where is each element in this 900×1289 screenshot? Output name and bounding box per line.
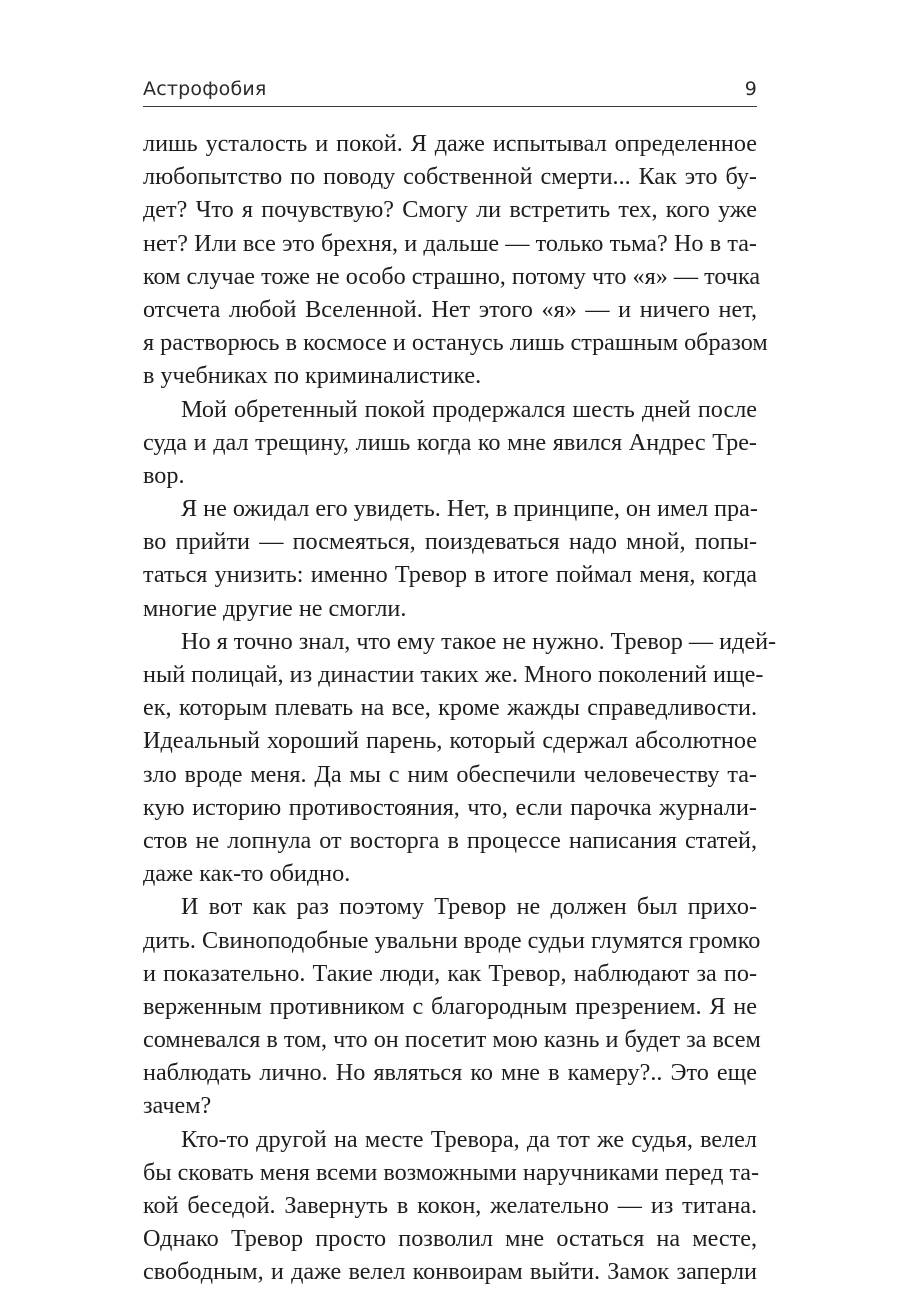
- text-line: ный полицай, из династии таких же. Много поколений ище-: [143, 661, 764, 688]
- text-line: Однако Тревор просто позволил мне остаться на месте,: [143, 1225, 757, 1253]
- text-line: нет? Или все это брехня, и дальше — только тьма? Но в та-: [143, 229, 757, 257]
- text-line: Идеальный хороший парень, который сдержал абсолютное: [143, 727, 757, 755]
- text-line: верженным противником с благородным презрением. Я не: [143, 992, 757, 1020]
- text-line: лишь усталость и покой. Я даже испытывал определенное: [143, 130, 757, 157]
- text-line: зло вроде меня. Да мы с ним обеспечили человечеству та-: [143, 760, 757, 788]
- text-line: даже как-то обидно.: [143, 860, 351, 888]
- text-line: суда и дал трещину, лишь когда ко мне явился Андрес Тре-: [143, 428, 757, 456]
- text-line: отсчета любой Вселенной. Нет этого «я» — и ничего нет,: [143, 295, 757, 323]
- text-line: таться унизить: именно Тревор в итоге поймал меня, когда: [143, 561, 757, 589]
- text-line: стов не лопнула от восторга в процессе написания статей,: [143, 826, 757, 854]
- text-line: и показательно. Такие люди, как Тревор, наблюдают за по-: [143, 959, 757, 987]
- body-text: [143, 127, 777, 1289]
- text-line: вор.: [143, 461, 185, 489]
- text-line: бы сковать меня всеми возможными наручниками перед та-: [143, 1158, 760, 1186]
- page-number: 9: [744, 78, 757, 100]
- text-line: свободным, и даже велел конвоирам выйти. Замок заперли: [143, 1258, 757, 1286]
- text-line: Я не ожидал его увидеть. Нет, в принципе, он имел пра-: [181, 495, 758, 523]
- text-line: сомневался в том, что он посетит мою казнь и будет за всем: [143, 1026, 761, 1054]
- text-line: в учебниках по криминалистике.: [143, 362, 482, 390]
- text-line: Мой обретенный покой продержался шесть дней после: [181, 395, 757, 423]
- header-rule: [143, 106, 757, 107]
- text-line: ком случае тоже не особо страшно, потому что «я» — точка: [143, 262, 761, 290]
- text-line: дить. Свиноподобные увальни вроде судьи глумятся громко: [143, 926, 761, 954]
- text-line: кой беседой. Завернуть в кокон, желательно — из титана.: [143, 1192, 757, 1219]
- book-title: Астрофобия: [143, 78, 267, 100]
- text-line: во прийти — посмеяться, поиздеваться надо мной, попы-: [143, 528, 757, 556]
- text-line: многие другие не смогли.: [143, 594, 407, 622]
- running-head: [143, 76, 757, 104]
- text-line: наблюдать лично. Но являться ко мне в камеру?.. Это еще: [143, 1059, 757, 1087]
- text-line: кую историю противостояния, что, если парочка журнали-: [143, 793, 757, 821]
- text-line: И вот как раз поэтому Тревор не должен был прихо-: [181, 893, 757, 921]
- text-line: ек, которым плевать на все, кроме жажды справедливости.: [143, 694, 757, 722]
- text-line: дет? Что я почувствую? Смогу ли встретить тех, кого уже: [143, 196, 757, 224]
- text-line: зачем?: [143, 1092, 212, 1120]
- text-line: Кто-то другой на месте Тревора, да тот же судья, велел: [181, 1125, 757, 1153]
- text-line: я растворюсь в космосе и останусь лишь страшным образом: [143, 329, 768, 357]
- text-line: Но я точно знал, что ему такое не нужно. Тревор — идей-: [181, 627, 777, 655]
- text-line: любопытство по поводу собственной смерти... Как это бу-: [143, 163, 757, 191]
